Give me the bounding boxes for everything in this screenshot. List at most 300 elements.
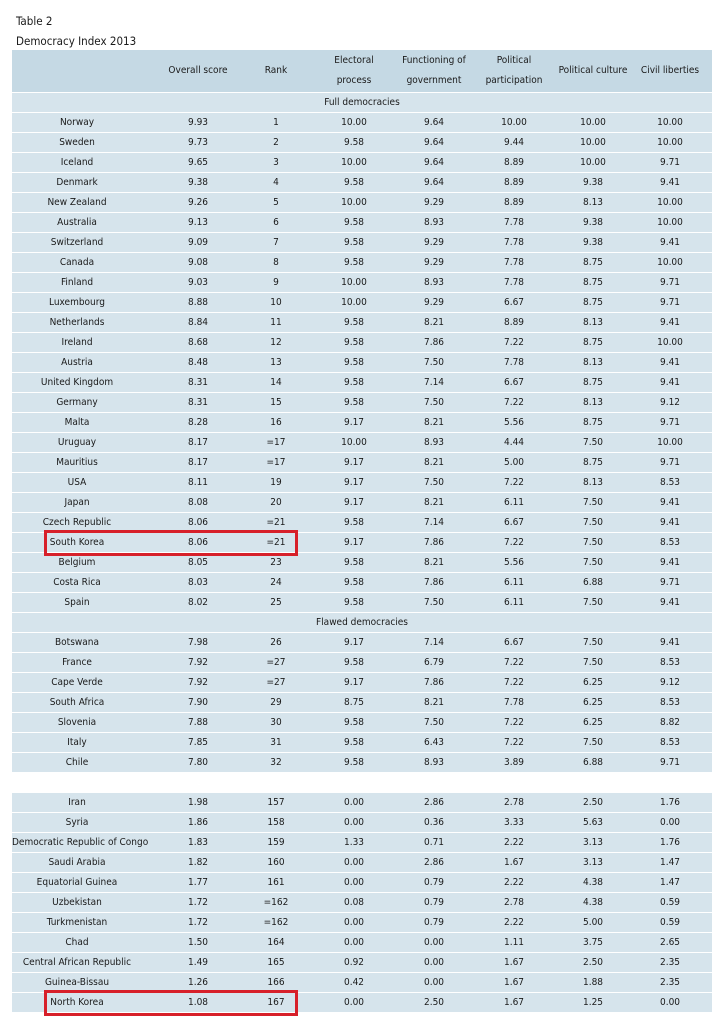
cell-functioning-of-government: 8.21 <box>423 697 445 708</box>
cell-political-culture: 8.75 <box>582 417 604 428</box>
cell-political-participation: 6.67 <box>503 297 525 308</box>
cell-overall-score: 8.17 <box>187 437 209 448</box>
cell-civil-liberties: 0.59 <box>659 897 681 908</box>
cell-civil-liberties: 8.53 <box>659 697 681 708</box>
cell-rank: 159 <box>267 837 285 848</box>
table-row <box>12 393 712 413</box>
cell-functioning-of-government: 9.64 <box>423 177 445 188</box>
cell-overall-score: 9.73 <box>187 137 209 148</box>
cell-civil-liberties: 9.71 <box>659 417 681 428</box>
cell-political-culture: 7.50 <box>582 437 604 448</box>
cell-electoral-process: 9.58 <box>343 597 365 608</box>
cell-civil-liberties: 1.47 <box>659 877 681 888</box>
cell-electoral-process: 9.17 <box>343 477 365 488</box>
cell-electoral-process: 9.58 <box>343 257 365 268</box>
cell-functioning-of-government: 7.86 <box>423 337 445 348</box>
cell-overall-score: 9.03 <box>187 277 209 288</box>
cell-rank: 31 <box>270 737 282 748</box>
cell-civil-liberties: 8.53 <box>659 737 681 748</box>
cell-electoral-process: 1.33 <box>343 837 365 848</box>
cell-functioning-of-government: 9.29 <box>423 297 445 308</box>
cell-functioning-of-government: 9.64 <box>423 137 445 148</box>
cell-overall-score: 7.92 <box>187 657 209 668</box>
cell-overall-score: 1.72 <box>187 917 209 928</box>
cell-functioning-of-government: 9.64 <box>423 157 445 168</box>
cell-functioning-of-government: 8.93 <box>423 757 445 768</box>
cell-functioning-of-government: 8.21 <box>423 457 445 468</box>
cell-electoral-process: 10.00 <box>341 197 367 208</box>
table-row <box>12 873 712 893</box>
cell-political-culture: 10.00 <box>580 137 606 148</box>
cell-rank: 1 <box>273 117 279 128</box>
cell-country: France <box>62 657 92 668</box>
table-row <box>12 493 712 513</box>
cell-rank: 166 <box>267 977 285 988</box>
cell-political-culture: 7.50 <box>582 657 604 668</box>
cell-functioning-of-government: 8.93 <box>423 217 445 228</box>
cell-overall-score: 7.92 <box>187 677 209 688</box>
table-row <box>12 413 712 433</box>
cell-country: Czech Republic <box>42 517 112 528</box>
cell-rank: =17 <box>266 437 286 448</box>
cell-political-participation: 10.00 <box>501 117 527 128</box>
cell-country: Mauritius <box>56 457 98 468</box>
cell-political-participation: 8.89 <box>503 177 525 188</box>
cell-civil-liberties: 9.71 <box>659 297 681 308</box>
cell-electoral-process: 9.58 <box>343 757 365 768</box>
cell-overall-score: 9.13 <box>187 217 209 228</box>
cell-rank: =162 <box>263 917 289 928</box>
cell-civil-liberties: 9.41 <box>659 317 681 328</box>
cell-political-culture: 8.13 <box>582 317 604 328</box>
cell-rank: 20 <box>270 497 282 508</box>
cell-country: Australia <box>57 217 97 228</box>
table-row <box>12 273 712 293</box>
table-row <box>12 973 712 993</box>
cell-overall-score: 1.49 <box>187 957 209 968</box>
cell-political-culture: 1.25 <box>582 997 604 1008</box>
cell-political-culture: 6.88 <box>582 577 604 588</box>
cell-electoral-process: 9.58 <box>343 377 365 388</box>
cell-rank: 157 <box>267 797 285 808</box>
cell-country: Democratic Republic of Congo <box>12 837 149 848</box>
cell-political-culture: 9.38 <box>582 237 604 248</box>
cell-political-culture: 7.50 <box>582 537 604 548</box>
cell-civil-liberties: 9.71 <box>659 157 681 168</box>
cell-rank: 30 <box>270 717 282 728</box>
section-header-row <box>12 93 712 113</box>
table-row <box>12 153 712 173</box>
cell-functioning-of-government: 9.64 <box>423 117 445 128</box>
cell-electoral-process: 9.58 <box>343 137 365 148</box>
cell-civil-liberties: 1.47 <box>659 857 681 868</box>
cell-political-participation: 8.89 <box>503 317 525 328</box>
cell-electoral-process: 0.42 <box>343 977 365 988</box>
cell-electoral-process: 9.58 <box>343 657 365 668</box>
cell-political-culture: 4.38 <box>582 897 604 908</box>
cell-functioning-of-government: 0.71 <box>423 837 445 848</box>
cell-rank: 161 <box>267 877 285 888</box>
cell-civil-liberties: 9.41 <box>659 357 681 368</box>
cell-civil-liberties: 2.35 <box>659 977 681 988</box>
cell-political-culture: 7.50 <box>582 557 604 568</box>
cell-political-participation: 7.78 <box>503 357 525 368</box>
cell-rank: =21 <box>266 517 286 528</box>
cell-civil-liberties: 8.53 <box>659 477 681 488</box>
cell-political-culture: 9.38 <box>582 217 604 228</box>
cell-electoral-process: 10.00 <box>341 297 367 308</box>
cell-country: Italy <box>67 737 87 748</box>
cell-rank: 160 <box>267 857 285 868</box>
cell-electoral-process: 9.58 <box>343 397 365 408</box>
cell-overall-score: 7.88 <box>187 717 209 728</box>
cell-political-participation: 7.22 <box>503 677 525 688</box>
cell-political-culture: 8.13 <box>582 397 604 408</box>
cell-political-participation: 7.22 <box>503 337 525 348</box>
cell-electoral-process: 0.00 <box>343 857 365 868</box>
cell-functioning-of-government: 0.00 <box>423 937 445 948</box>
table-row <box>12 833 712 853</box>
cell-functioning-of-government: 7.50 <box>423 477 445 488</box>
cell-country: Austria <box>61 357 93 368</box>
cell-country: Spain <box>64 597 90 608</box>
cell-electoral-process: 8.75 <box>343 697 365 708</box>
cell-political-culture: 8.75 <box>582 297 604 308</box>
cell-functioning-of-government: 2.50 <box>423 997 445 1008</box>
cell-electoral-process: 9.58 <box>343 737 365 748</box>
cell-political-culture: 8.75 <box>582 257 604 268</box>
cell-political-participation: 4.44 <box>503 437 525 448</box>
cell-political-participation: 2.78 <box>503 897 525 908</box>
cell-functioning-of-government: 9.29 <box>423 257 445 268</box>
cell-rank: 14 <box>270 377 282 388</box>
table-row <box>12 653 712 673</box>
header-overall-score: Overall score <box>168 65 228 76</box>
table-row <box>12 733 712 753</box>
header-rank: Rank <box>264 65 288 76</box>
cell-electoral-process: 10.00 <box>341 117 367 128</box>
cell-electoral-process: 0.92 <box>343 957 365 968</box>
cell-rank: 4 <box>273 177 279 188</box>
cell-civil-liberties: 9.41 <box>659 557 681 568</box>
cell-political-culture: 8.75 <box>582 277 604 288</box>
cell-political-culture: 2.50 <box>582 957 604 968</box>
table-row <box>12 913 712 933</box>
cell-country: Syria <box>65 817 89 828</box>
table-row <box>12 533 712 553</box>
cell-country: Switzerland <box>50 237 104 248</box>
cell-political-participation: 7.22 <box>503 717 525 728</box>
cell-political-participation: 7.22 <box>503 657 525 668</box>
cell-electoral-process: 9.58 <box>343 237 365 248</box>
cell-civil-liberties: 10.00 <box>657 337 683 348</box>
cell-political-culture: 7.50 <box>582 597 604 608</box>
cell-political-participation: 2.22 <box>503 877 525 888</box>
header-political-participation: Political participation <box>485 55 543 86</box>
header-civil-liberties: Civil liberties <box>640 65 700 76</box>
cell-electoral-process: 9.58 <box>343 717 365 728</box>
cell-country: Belgium <box>58 557 96 568</box>
cell-electoral-process: 9.58 <box>343 337 365 348</box>
cell-country: Malta <box>64 417 90 428</box>
cell-electoral-process: 0.00 <box>343 917 365 928</box>
section-header-row <box>12 613 712 633</box>
table-row <box>12 713 712 733</box>
table-row <box>12 673 712 693</box>
cell-political-participation: 6.11 <box>503 597 525 608</box>
cell-overall-score: 9.26 <box>187 197 209 208</box>
cell-country: Luxembourg <box>48 297 105 308</box>
cell-rank: 9 <box>273 277 279 288</box>
cell-political-participation: 1.67 <box>503 857 525 868</box>
header-political-culture: Political culture <box>558 65 628 76</box>
cell-overall-score: 8.68 <box>187 337 209 348</box>
cell-overall-score: 7.98 <box>187 637 209 648</box>
cell-functioning-of-government: 8.21 <box>423 417 445 428</box>
cell-civil-liberties: 8.53 <box>659 657 681 668</box>
cell-country: Cape Verde <box>51 677 103 688</box>
cell-rank: 11 <box>270 317 282 328</box>
cell-rank: 3 <box>273 157 279 168</box>
cell-electoral-process: 10.00 <box>341 437 367 448</box>
cell-functioning-of-government: 7.86 <box>423 537 445 548</box>
cell-political-participation: 7.22 <box>503 737 525 748</box>
cell-electoral-process: 10.00 <box>341 277 367 288</box>
cell-civil-liberties: 9.41 <box>659 377 681 388</box>
cell-political-culture: 8.75 <box>582 377 604 388</box>
table-body <box>12 93 712 1013</box>
section-label: Flawed democracies <box>316 617 408 628</box>
cell-rank: 12 <box>270 337 282 348</box>
table-row <box>12 853 712 873</box>
cell-functioning-of-government: 0.36 <box>423 817 445 828</box>
cell-country: Central African Republic <box>22 957 132 968</box>
cell-rank: 7 <box>273 237 279 248</box>
cell-functioning-of-government: 0.00 <box>423 977 445 988</box>
table-row <box>12 313 712 333</box>
table-row <box>12 293 712 313</box>
cell-civil-liberties: 0.00 <box>659 997 681 1008</box>
cell-political-participation: 7.22 <box>503 397 525 408</box>
table-header <box>12 50 712 93</box>
cell-country: United Kingdom <box>40 377 114 388</box>
cell-overall-score: 8.48 <box>187 357 209 368</box>
cell-overall-score: 9.65 <box>187 157 209 168</box>
cell-functioning-of-government: 8.93 <box>423 437 445 448</box>
cell-political-culture: 5.63 <box>582 817 604 828</box>
table-row <box>12 453 712 473</box>
table-row <box>12 993 712 1013</box>
cell-rank: 6 <box>273 217 279 228</box>
cell-functioning-of-government: 2.86 <box>423 857 445 868</box>
cell-functioning-of-government: 0.79 <box>423 897 445 908</box>
cell-civil-liberties: 9.41 <box>659 637 681 648</box>
cell-political-participation: 6.67 <box>503 517 525 528</box>
table-row <box>12 373 712 393</box>
cell-country: South Korea <box>49 537 105 548</box>
cell-political-culture: 8.13 <box>582 197 604 208</box>
cell-electoral-process: 9.17 <box>343 537 365 548</box>
cell-electoral-process: 10.00 <box>341 157 367 168</box>
cell-overall-score: 1.82 <box>187 857 209 868</box>
cell-electoral-process: 9.58 <box>343 357 365 368</box>
cell-rank: 5 <box>273 197 279 208</box>
cell-civil-liberties: 9.12 <box>659 677 681 688</box>
cell-political-participation: 1.67 <box>503 997 525 1008</box>
table-row <box>12 953 712 973</box>
cell-functioning-of-government: 2.86 <box>423 797 445 808</box>
table-row <box>12 433 712 453</box>
cell-rank: 2 <box>273 137 279 148</box>
cell-functioning-of-government: 7.86 <box>423 677 445 688</box>
cell-overall-score: 8.28 <box>187 417 209 428</box>
table-row <box>12 213 712 233</box>
cell-overall-score: 8.11 <box>187 477 209 488</box>
cell-electoral-process: 9.17 <box>343 637 365 648</box>
cell-civil-liberties: 0.59 <box>659 917 681 928</box>
cell-electoral-process: 9.17 <box>343 457 365 468</box>
cell-electoral-process: 9.17 <box>343 497 365 508</box>
table-row <box>12 173 712 193</box>
table-row <box>12 233 712 253</box>
table-row <box>12 113 712 133</box>
cell-rank: 29 <box>270 697 282 708</box>
cell-civil-liberties: 9.71 <box>659 577 681 588</box>
cell-functioning-of-government: 7.50 <box>423 597 445 608</box>
cell-electoral-process: 9.58 <box>343 217 365 228</box>
cell-overall-score: 7.80 <box>187 757 209 768</box>
cell-country: Netherlands <box>49 317 105 328</box>
cell-civil-liberties: 9.41 <box>659 177 681 188</box>
cell-country: Botswana <box>55 637 99 648</box>
cell-country: Iceland <box>60 157 94 168</box>
cell-functioning-of-government: 8.93 <box>423 277 445 288</box>
cell-overall-score: 8.06 <box>187 537 209 548</box>
cell-rank: =27 <box>266 677 286 688</box>
cell-overall-score: 1.77 <box>187 877 209 888</box>
cell-political-culture: 8.13 <box>582 357 604 368</box>
cell-overall-score: 7.90 <box>187 697 209 708</box>
section-label: Full democracies <box>324 97 400 108</box>
cell-country: Germany <box>56 397 98 408</box>
cell-rank: 25 <box>270 597 282 608</box>
cell-political-participation: 1.67 <box>503 977 525 988</box>
cell-rank: 23 <box>270 557 282 568</box>
cell-functioning-of-government: 0.00 <box>423 957 445 968</box>
cell-overall-score: 1.72 <box>187 897 209 908</box>
cell-political-participation: 7.22 <box>503 537 525 548</box>
cell-overall-score: 8.84 <box>187 317 209 328</box>
cell-political-culture: 7.50 <box>582 637 604 648</box>
cell-civil-liberties: 9.71 <box>659 757 681 768</box>
cell-rank: 8 <box>273 257 279 268</box>
cell-political-culture: 3.75 <box>582 937 604 948</box>
table-row <box>12 333 712 353</box>
cell-political-participation: 6.67 <box>503 377 525 388</box>
cell-political-participation: 5.56 <box>503 417 525 428</box>
cell-political-culture: 1.88 <box>582 977 604 988</box>
cell-country: USA <box>67 477 87 488</box>
cell-country: Costa Rica <box>53 577 101 588</box>
cell-civil-liberties: 9.41 <box>659 597 681 608</box>
cell-civil-liberties: 10.00 <box>657 197 683 208</box>
cell-electoral-process: 9.58 <box>343 177 365 188</box>
table-row <box>12 593 712 613</box>
table-row <box>12 893 712 913</box>
cell-civil-liberties: 9.71 <box>659 277 681 288</box>
cell-rank: 19 <box>270 477 282 488</box>
cell-overall-score: 9.08 <box>187 257 209 268</box>
cell-political-participation: 2.22 <box>503 917 525 928</box>
cell-political-culture: 10.00 <box>580 157 606 168</box>
cell-functioning-of-government: 0.79 <box>423 877 445 888</box>
cell-civil-liberties: 9.71 <box>659 457 681 468</box>
cell-civil-liberties: 8.82 <box>659 717 681 728</box>
cell-electoral-process: 9.58 <box>343 577 365 588</box>
cell-overall-score: 1.50 <box>187 937 209 948</box>
cell-country: Canada <box>59 257 95 268</box>
cell-electoral-process: 9.58 <box>343 317 365 328</box>
table-number: Table 2 <box>16 14 53 28</box>
cell-political-participation: 8.89 <box>503 197 525 208</box>
cell-country: Japan <box>64 497 90 508</box>
cell-electoral-process: 0.00 <box>343 877 365 888</box>
cell-political-culture: 5.00 <box>582 917 604 928</box>
cell-political-culture: 8.75 <box>582 457 604 468</box>
cell-overall-score: 1.86 <box>187 817 209 828</box>
cell-civil-liberties: 10.00 <box>657 137 683 148</box>
cell-functioning-of-government: 7.50 <box>423 357 445 368</box>
cell-rank: 32 <box>270 757 282 768</box>
cell-rank: 167 <box>267 997 285 1008</box>
cell-political-culture: 6.25 <box>582 717 604 728</box>
section-gap <box>12 773 712 793</box>
table-title: Democracy Index 2013 <box>16 34 137 48</box>
cell-functioning-of-government: 6.43 <box>423 737 445 748</box>
cell-political-culture: 10.00 <box>580 117 606 128</box>
cell-rank: 10 <box>270 297 282 308</box>
cell-rank: 24 <box>270 577 282 588</box>
cell-country: New Zealand <box>47 197 107 208</box>
cell-civil-liberties: 9.12 <box>659 397 681 408</box>
cell-political-participation: 7.78 <box>503 277 525 288</box>
cell-political-participation: 5.00 <box>503 457 525 468</box>
table-row <box>12 253 712 273</box>
cell-political-culture: 9.38 <box>582 177 604 188</box>
cell-country: Sweden <box>59 137 95 148</box>
cell-functioning-of-government: 7.14 <box>423 517 445 528</box>
cell-political-culture: 6.25 <box>582 697 604 708</box>
cell-civil-liberties: 9.41 <box>659 237 681 248</box>
cell-country: North Korea <box>50 997 104 1008</box>
cell-rank: 15 <box>270 397 282 408</box>
table-row <box>12 133 712 153</box>
cell-functioning-of-government: 9.29 <box>423 237 445 248</box>
cell-rank: 16 <box>270 417 282 428</box>
cell-country: Chad <box>65 937 89 948</box>
cell-political-participation: 1.67 <box>503 957 525 968</box>
cell-political-culture: 8.75 <box>582 337 604 348</box>
cell-political-culture: 7.50 <box>582 517 604 528</box>
cell-political-participation: 3.89 <box>503 757 525 768</box>
cell-overall-score: 8.06 <box>187 517 209 528</box>
cell-political-participation: 7.22 <box>503 477 525 488</box>
cell-overall-score: 8.02 <box>187 597 209 608</box>
cell-civil-liberties: 10.00 <box>657 117 683 128</box>
cell-country: Turkmenistan <box>46 917 108 928</box>
cell-political-participation: 2.78 <box>503 797 525 808</box>
cell-country: Uzbekistan <box>52 897 102 908</box>
